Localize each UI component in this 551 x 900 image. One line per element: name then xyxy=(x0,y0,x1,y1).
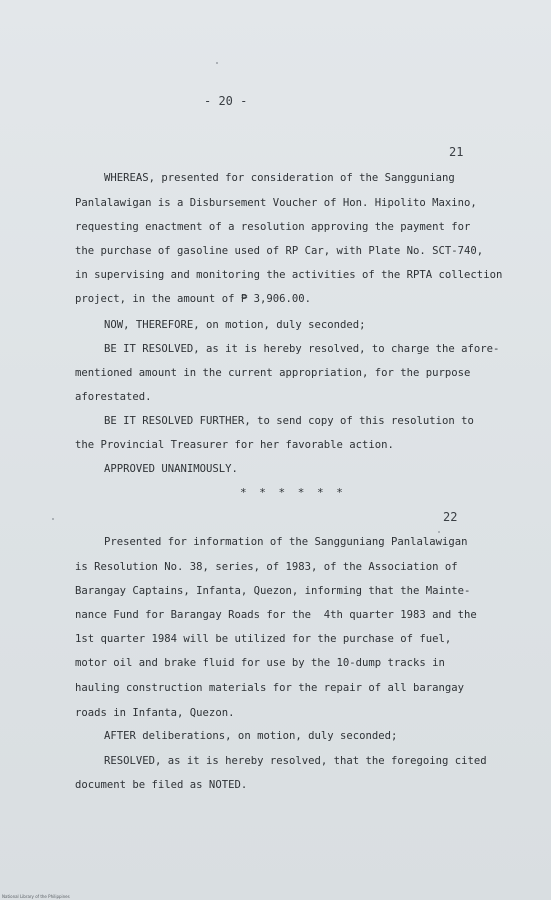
item-21-line-13: APPROVED UNANIMOUSLY. xyxy=(104,463,238,475)
item-21-line-10: aforestated. xyxy=(75,391,152,403)
section-separator: * * * * * * xyxy=(240,486,346,499)
item-21-line-12: the Provincial Treasurer for her favorable action. xyxy=(75,439,394,451)
item-21-line-3: requesting enactment of a resolution approving the payment for xyxy=(75,221,471,233)
item-22-line-8: roads in Infanta, Quezon. xyxy=(75,707,235,719)
item-22-line-4: nance Fund for Barangay Roads for the 4th quarter 1983 and the xyxy=(75,609,477,621)
item-number-21: 21 xyxy=(449,145,464,159)
item-21-line-11: BE IT RESOLVED FURTHER, to send copy of this resolution to xyxy=(104,415,474,427)
item-21-line-9: mentioned amount in the current appropriation, for the purpose xyxy=(75,367,471,379)
item-21-line-2: Panlalawigan is a Disbursement Voucher of Hon. Hipolito Maxino, xyxy=(75,197,477,209)
item-21-line-7: NOW, THEREFORE, on motion, duly seconded; xyxy=(104,319,366,331)
item-22-line-1: Presented for information of the Sangguniang Panlalawigan xyxy=(104,536,468,548)
item-22-line-10: RESOLVED, as it is hereby resolved, that the foregoing cited xyxy=(104,755,487,767)
page-number: - 20 - xyxy=(204,94,248,108)
scan-speck xyxy=(438,531,440,533)
item-22-line-3: Barangay Captains, Infanta, Quezon, informing that the Mainte- xyxy=(75,585,471,597)
scan-footer-text: National Library of the Philippines xyxy=(2,894,70,899)
item-number-22: 22 xyxy=(443,510,458,524)
scan-speck xyxy=(216,62,218,64)
item-21-line-5: in supervising and monitoring the activities of the RPTA collection xyxy=(75,269,503,281)
item-22-line-5: 1st quarter 1984 will be utilized for the purchase of fuel, xyxy=(75,633,452,645)
item-22-line-11: document be filed as NOTED. xyxy=(75,779,248,791)
scan-speck xyxy=(52,518,54,520)
item-22-line-6: motor oil and brake fluid for use by the 10-dump tracks in xyxy=(75,657,445,669)
item-21-line-1: WHEREAS, presented for consideration of the Sangguniang xyxy=(104,172,455,184)
item-22-line-2: is Resolution No. 38, series, of 1983, of the Association of xyxy=(75,561,458,573)
item-21-line-4: the purchase of gasoline used of RP Car, with Plate No. SCT-740, xyxy=(75,245,484,257)
item-22-line-7: hauling construction materials for the repair of all barangay xyxy=(75,682,465,694)
item-21-line-8: BE IT RESOLVED, as it is hereby resolved, to charge the afore- xyxy=(104,343,500,355)
item-21-line-6: project, in the amount of ₱ 3,906.00. xyxy=(75,293,311,305)
item-22-line-9: AFTER deliberations, on motion, duly seconded; xyxy=(104,730,398,742)
